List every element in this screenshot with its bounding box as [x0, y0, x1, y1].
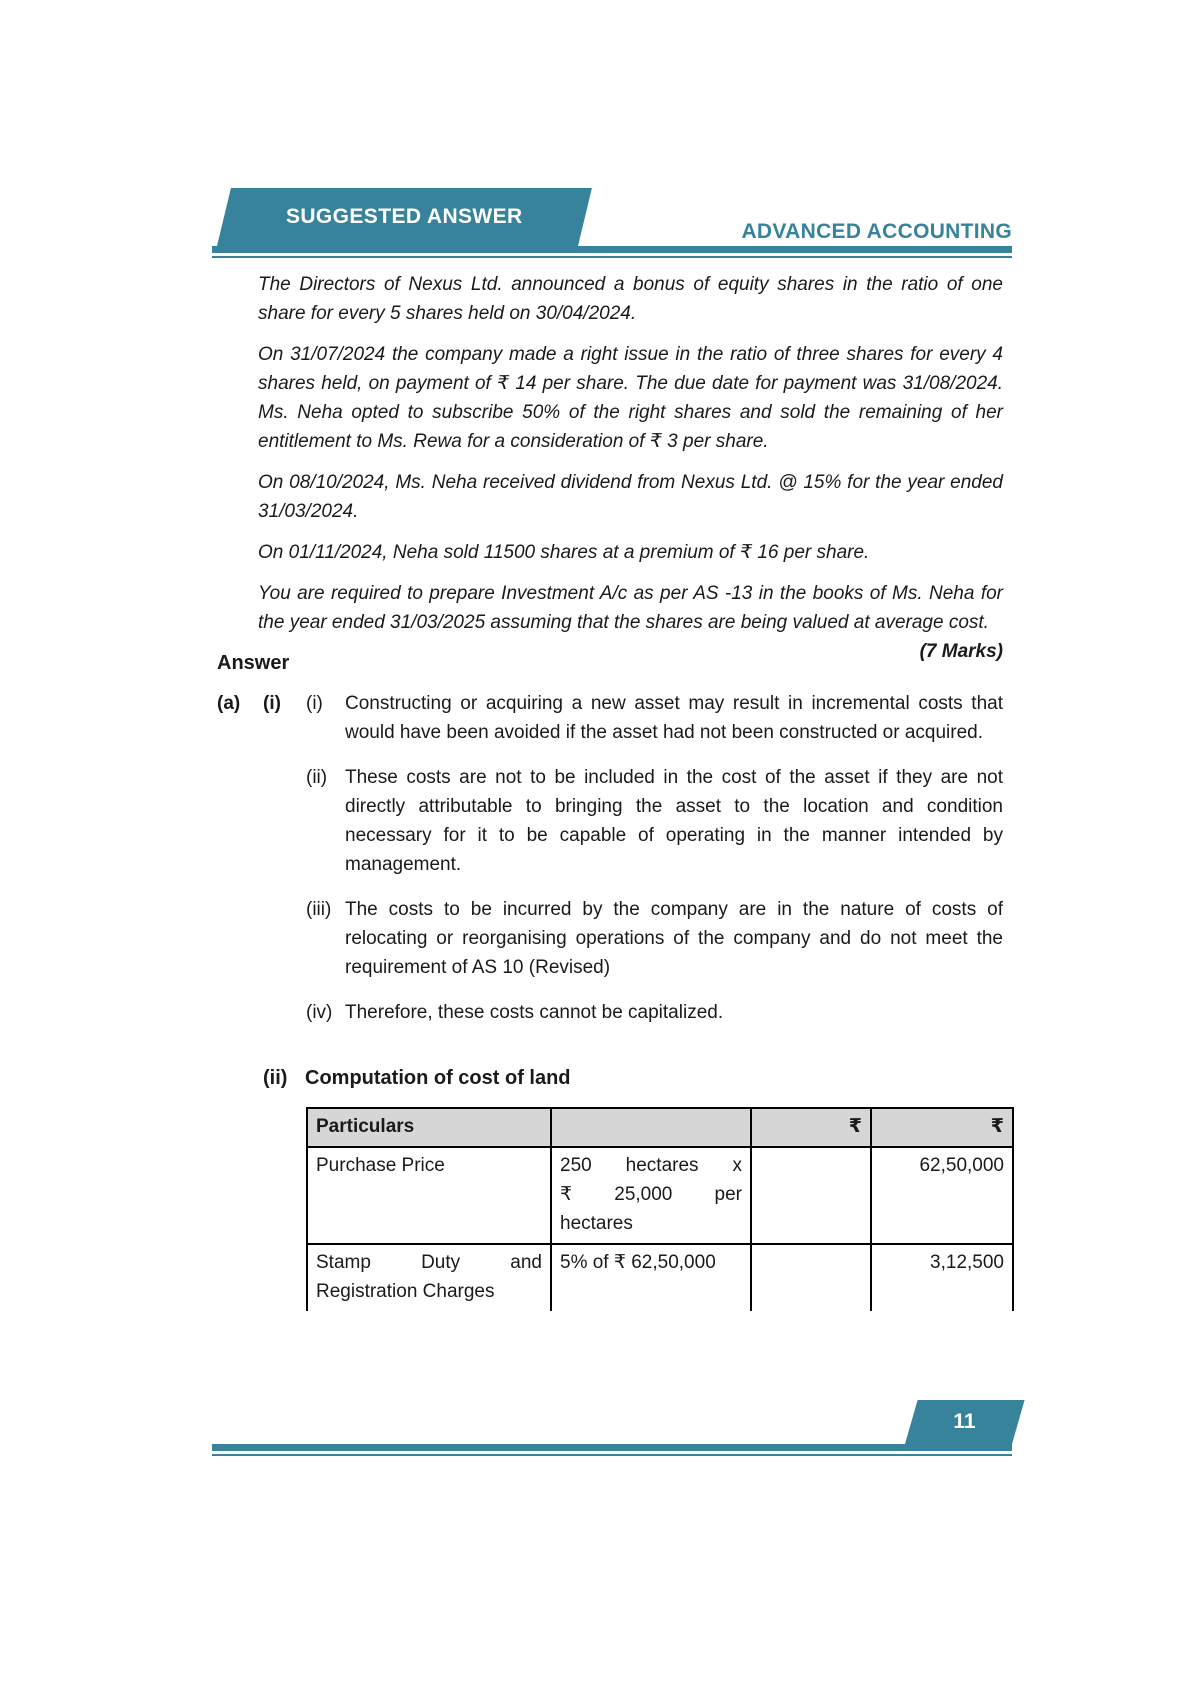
cell-particulars: Purchase Price [307, 1147, 551, 1244]
item-text: The costs to be incurred by the company are in the nature of costs of relocating or reorganising operations of the company and do not meet the requirement of AS 10 (Revised) [345, 899, 1003, 978]
spacer [217, 1065, 263, 1091]
footer-rule-thin [212, 1454, 1012, 1456]
cell-detail: 5% of ₹ 62,50,000 [551, 1244, 751, 1311]
answer-items [306, 689, 1003, 1043]
cell-col3 [751, 1147, 871, 1244]
page-content [217, 270, 1003, 1311]
item-number: (iii) [306, 899, 332, 920]
cell-amount: 3,12,500 [871, 1244, 1013, 1311]
item-text: These costs are not to be included in the cost of the asset if they are not directly attributable to bringing the asset to the location and condition necessary for it to be capable of operating in the manner intended by management. [345, 767, 1003, 875]
suggested-answer-banner [217, 188, 592, 246]
header-rule-thick [212, 246, 1012, 253]
table-row [307, 1147, 1013, 1244]
question-paragraph: On 31/07/2024 the company made a right issue in the ratio of three shares for every 4 shares held, on payment of ₹ 14 per share. The due date for payment was 31/08/2024. Ms. Neha opted to subscribe 50% of the right shares and sold the remaining of her entitlement to Ms. Rewa for a consideration of ₹ 3 per share. [258, 344, 1003, 452]
item-number: (i) [306, 693, 323, 714]
page-number: 11 [953, 1410, 976, 1433]
table-header-row [307, 1108, 1013, 1147]
item-number: (iv) [306, 1002, 333, 1023]
marks-label: (7 Marks) [919, 641, 1003, 662]
col-header-rupee-2: ₹ [871, 1108, 1013, 1147]
col-header-particulars: Particulars [307, 1108, 551, 1147]
answer-item [306, 689, 1003, 747]
item-text: Therefore, these costs cannot be capitalized. [345, 1002, 724, 1023]
question-paragraph: On 01/11/2024, Neha sold 11500 shares at a premium of ₹ 16 per share. [258, 542, 870, 563]
question-paragraph [258, 579, 1003, 662]
question-paragraph: On 08/10/2024, Ms. Neha received dividend from Nexus Ltd. @ 15% for the year ended 31/03/2024. [258, 472, 1003, 522]
footer-rule-thick [212, 1444, 1012, 1451]
answer-item [306, 895, 1003, 982]
cell-detail: 250 hectares x ₹ 25,000 per hectares [551, 1147, 751, 1244]
answer-item [306, 998, 1003, 1027]
cell-col3 [751, 1244, 871, 1311]
header-rule-thin [212, 256, 1012, 258]
question-paragraph-text: You are required to prepare Investment A/c as per AS -13 in the books of Ms. Neha for the year ended 31/03/2025 assuming that the shares are being valued at average cost. [258, 583, 1003, 633]
answer-heading: Answer [217, 652, 290, 674]
table-row [307, 1244, 1013, 1311]
subject-title: ADVANCED ACCOUNTING [741, 220, 1012, 243]
answer-part-a [217, 689, 1003, 1043]
col-header-detail [551, 1108, 751, 1147]
question-paragraph: The Directors of Nexus Ltd. announced a bonus of equity shares in the ratio of one share for every 5 shares held on 30/04/2024. [258, 274, 1003, 324]
col-header-rupee-1: ₹ [751, 1108, 871, 1147]
cell-amount: 62,50,000 [871, 1147, 1013, 1244]
part-label: (a) [217, 693, 241, 714]
section2-heading: Computation of cost of land [305, 1067, 571, 1089]
computation-heading-row [217, 1065, 1003, 1091]
cell-particulars: Stamp Duty and Registration Charges [307, 1244, 551, 1311]
section1-label: (i) [263, 693, 281, 714]
cost-of-land-table [306, 1107, 1014, 1311]
answer-item [306, 763, 1003, 879]
item-text: Constructing or acquiring a new asset may result in incremental costs that would have been avoided if the asset had not been constructed or acquired. [345, 693, 1003, 743]
section2-label: (ii) [263, 1067, 288, 1089]
page-number-badge [905, 1400, 1025, 1444]
banner-label: SUGGESTED ANSWER [286, 205, 523, 228]
item-number: (ii) [306, 767, 328, 788]
